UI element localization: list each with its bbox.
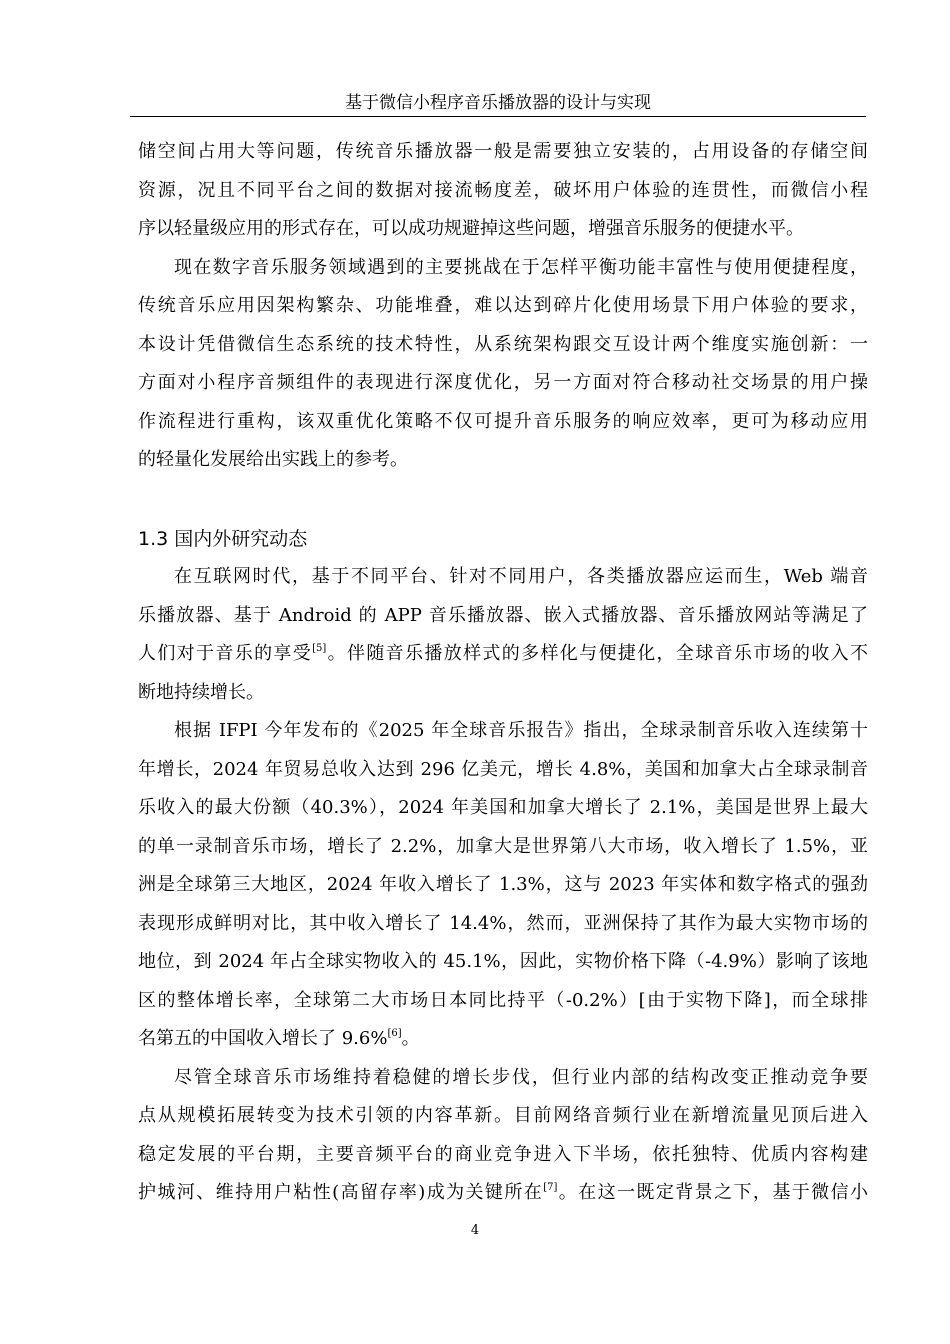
text-line: 人们对于音乐的享受[5]。伴随音乐播放样式的多样化与便捷化，全球音乐市场的收入不 (138, 643, 869, 664)
text-line: 本设计凭借微信生态系统的技术特性，从系统架构跟交互设计两个维度实施创新：一 (138, 333, 868, 355)
text-line: 乐播放器、基于 Android 的 APP 音乐播放器、嵌入式播放器、音乐播放网站等满足了 (138, 604, 868, 626)
citation-superscript: [6] (387, 1028, 402, 1039)
text-line: 稳定发展的平台期，主要音频平台的商业竞争进入下半场，依托独特、优质内容构建 (138, 1143, 868, 1165)
section-heading: 1.3 国内外研究动态 (138, 527, 308, 550)
text-line: 资源，况且不同平台之间的数据对接流畅度差，破坏用户体验的连贯性，而微信小程 (138, 179, 868, 201)
text-line: 表现形成鲜明对比，其中收入增长了 14.4%，然而，亚洲保持了其作为最大实物市场的 (138, 912, 868, 934)
text-line: 洲是全球第三大地区，2024 年收入增长了 1.3%，这与 2023 年实体和数字格式的强劲 (138, 874, 868, 895)
text-line: 在互联网时代，基于不同平台、针对不同用户，各类播放器应运而生，Web 端音 (174, 566, 868, 587)
paragraph (138, 712, 868, 1059)
text-line: 作流程进行重构，该双重优化策略不仅可提升音乐服务的响应效率，更可为移动应用 (138, 410, 868, 432)
citation-superscript: [5] (312, 643, 327, 654)
text-line: 方面对小程序音频组件的表现进行深度优化，另一方面对符合移动社交场景的用户操 (138, 372, 868, 393)
document-body (138, 133, 868, 1213)
page-number: 4 (470, 1223, 480, 1238)
citation-superscript: [7] (543, 1182, 558, 1193)
paragraph (138, 249, 868, 480)
paragraph (138, 133, 868, 249)
text-line: 现在数字音乐服务领域遇到的主要挑战在于怎样平衡功能丰富性与使用便捷程度， (174, 256, 868, 278)
text-line: 断地持续增长。 (138, 681, 264, 703)
header-divider (130, 116, 866, 117)
text-line: 的轻量化发展给出实践上的参考。 (138, 449, 408, 470)
text-line: 年增长，2024 年贸易总收入达到 296 亿美元，增长 4.8%，美国和加拿大占全球录制音 (138, 758, 868, 780)
text-line: 护城河、维持用户粘性(高留存率)成为关键所在[7]。在这一既定背景之下，基于微信小 (138, 1182, 869, 1203)
text-line: 名第五的中国收入增长了 9.6%[6]。 (138, 1028, 420, 1049)
text-line: 储空间占用大等问题，传统音乐播放器一般是需要独立安装的，占用设备的存储空间 (138, 141, 868, 162)
text-line: 根据 IFPI 今年发布的《2025 年全球音乐报告》指出，全球录制音乐收入连续第十 (174, 720, 868, 741)
text-line: 传统音乐应用因架构繁杂、功能堆叠，难以达到碎片化使用场景下用户体验的要求， (138, 295, 868, 316)
paragraph (138, 1059, 868, 1213)
text-line: 尽管全球音乐市场维持着稳健的增长步伐，但行业内部的结构改变正推动竞争要 (174, 1066, 868, 1088)
text-line: 序以轻量级应用的形式存在，可以成功规避掉这些问题，增强音乐服务的便捷水平。 (138, 218, 804, 239)
running-header: 基于微信小程序音乐播放器的设计与实现 (345, 93, 651, 113)
text-line: 乐收入的最大份额（40.3%），2024 年美国和加拿大增长了 2.1%，美国是世界上最大 (138, 797, 868, 818)
text-line: 区的整体增长率，全球第二大市场日本同比持平（-0.2%）[由于实物下降]，而全球排 (138, 989, 868, 1011)
paragraph (138, 558, 868, 712)
text-line: 点从规模拓展转变为技术引领的内容革新。目前网络音频行业在新增流量见顶后进入 (138, 1105, 868, 1126)
text-line: 的单一录制音乐市场，增长了 2.2%，加拿大是世界第八大市场，收入增长了 1.5%，亚 (138, 835, 868, 857)
text-line: 地位，到 2024 年占全球实物收入的 45.1%，因此，实物价格下降（-4.9%）影响了该地 (138, 951, 868, 972)
